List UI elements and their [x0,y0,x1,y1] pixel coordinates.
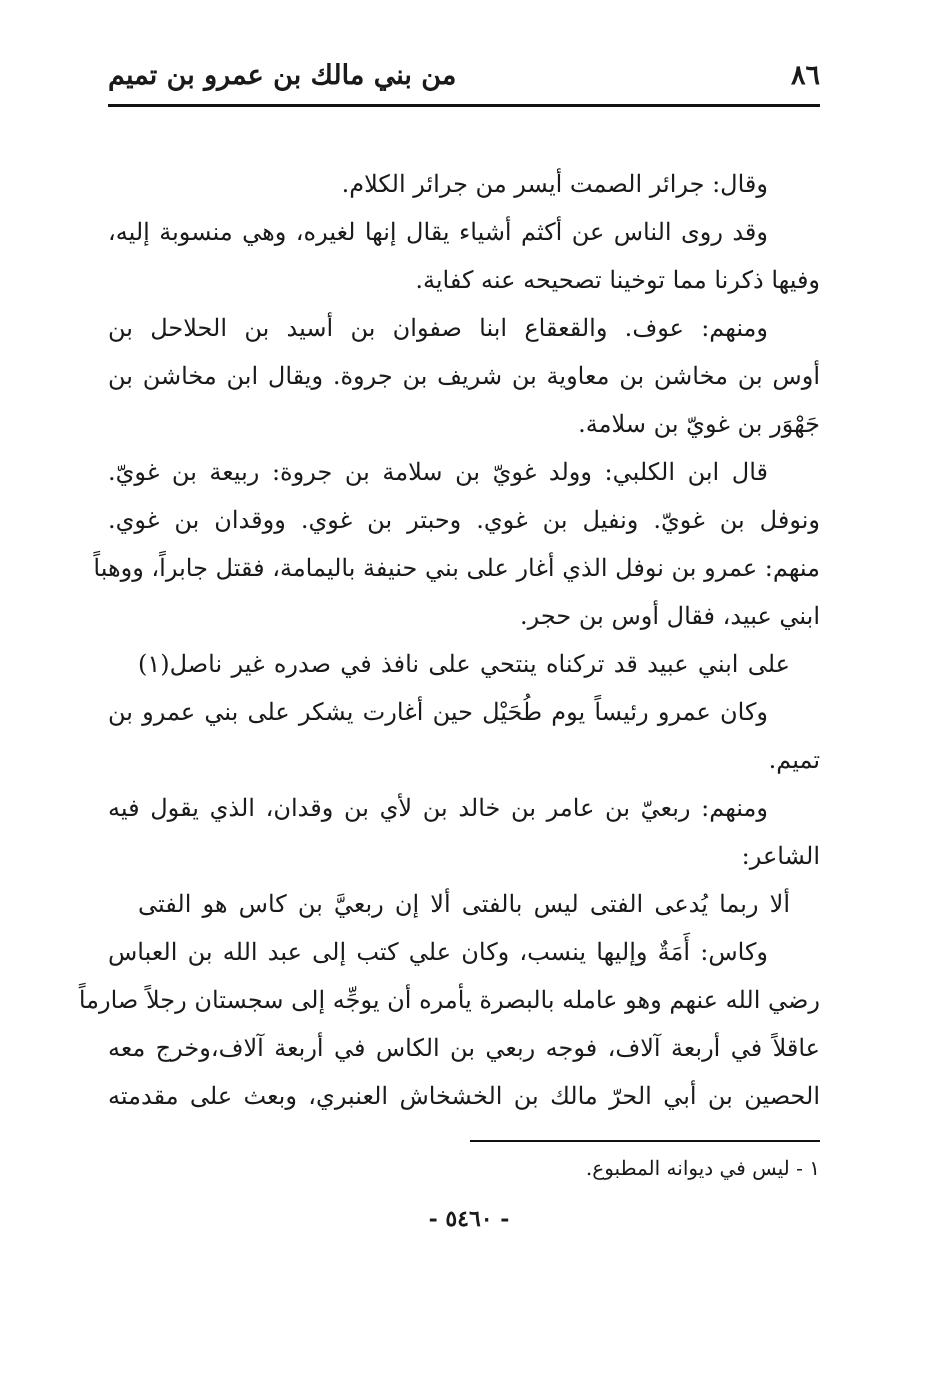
text-line: منهم: عمرو بن نوفل الذي أغار على بني حنيفة باليمامة، فقتل جابراً، ووهباً [93,554,820,582]
text-line: الحصين بن أبي الحرّ مالك بن الخشخاش العنبري، وبعث على مقدمته [108,1082,820,1110]
header-rule [108,104,820,107]
text-line: رضي الله عنهم وهو عامله بالبصرة يأمره أن يوجِّه إلى سجستان رجلاً صارماً [78,986,820,1014]
verse-line: ألا ربما يُدعى الفتى ليس بالفتى ألا إن ربعيَّ بن كاس هو الفتى [138,890,790,918]
footnote-rule [470,1140,820,1142]
text-line: ابني عبيد، فقال أوس بن حجر. [520,602,820,630]
text-line: تميم. [768,746,820,774]
text-line: ونوفل بن غويّ. ونفيل بن غوي. وحبتر بن غوي. ووقدان بن غوي. [108,506,820,534]
text-line: الشاعر: [741,842,820,870]
footnote: ١ - ليس في ديوانه المطبوع. [585,1156,820,1180]
text-line: ومنهم: ربعيّ بن عامر بن خالد بن لأي بن وقدان، الذي يقول فيه [108,794,768,822]
text-line: أوس بن مخاشن بن معاوية بن شريف بن جروة. ويقال ابن مخاشن بن [108,362,820,390]
running-title: من بني مالك بن عمرو بن تميم [108,60,457,91]
page-header [108,52,820,100]
page-number: ٨٦ [790,60,820,91]
text-line: وكاس: أَمَةٌ وإليها ينسب، وكان علي كتب إلى عبد الله بن العباس [108,938,768,966]
text-line: عاقلاً في أربعة آلاف، فوجه ربعي بن الكاس في أربعة آلاف،وخرج معه [108,1034,821,1062]
body-text [78,160,821,1120]
text-line: جَهْوَر بن غويّ بن سلامة. [578,410,820,438]
text-line: وقد روى الناس عن أكثم أشياء يقال إنها لغيره، وهي منسوبة إليه، [108,218,768,246]
text-line: ومنهم: عوف. والقعقاع ابنا صفوان بن أسيد بن الحلاحل بن [108,314,768,342]
text-line: وفيها ذكرنا مما توخينا تصحيحه عنه كفاية. [415,266,820,294]
folio-number: - ٥٤٦٠ - [428,1206,510,1232]
text-line: وقال: جرائر الصمت أيسر من جرائر الكلام. [341,170,768,198]
text-line: وكان عمرو رئيساً يوم طُحَيْل حين أغارت يشكر على بني عمرو بن [108,698,768,726]
text-line: قال ابن الكلبي: وولد غويّ بن سلامة بن جروة: ربيعة بن غويّ. [108,458,768,486]
verse-line: على ابني عبيد قد تركناه ينتحي على نافذ في صدره غير ناصل(١) [138,650,790,678]
